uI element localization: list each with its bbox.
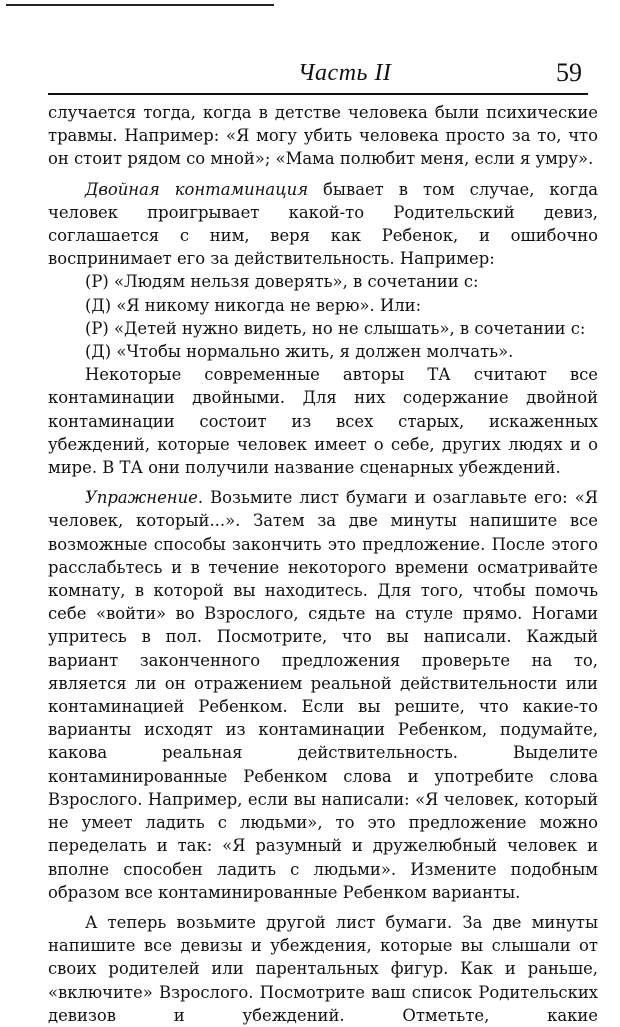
paragraph-3 (48, 363, 598, 479)
paragraph-1-text: случается тогда, когда в детстве человека были психические травмы. Например: «Я могу убить человека просто за то, что он стоит рядом со мной»; «Мама полюбит меня, если я умру». (48, 103, 598, 169)
dialog-line-1: (Р) «Людям нельзя доверять», в сочетании с: (85, 272, 479, 292)
page-number: 59 (556, 58, 582, 87)
header-rule (48, 93, 588, 95)
paragraph-3-text: Некоторые современные авторы ТА считают все контаминации двойными. Для них содержание двойной контаминации состоит из всех старых, искаженных убеждений, которые человек имеет о себе, других людях и о мире. В ТА они получили название сценарных убеждений. (48, 365, 598, 478)
paragraph-1 (48, 101, 598, 171)
term-double-contamination: Двойная контаминация (85, 179, 309, 199)
paragraph-2-text: бывает в том случае, когда человек проигрывает какой-то Родительский девиз, соглашается с ним, веря как Ребенок, и ошибочно воспринимает его за действительность. Например: (48, 179, 598, 269)
running-title: Часть II (298, 60, 392, 86)
dialog-line-4: (Д) «Чтобы нормально жить, я должен молчать». (85, 342, 514, 362)
paragraph-5 (48, 911, 598, 1027)
dialog-line-2: (Д) «Я никому никогда не верю». Или: (85, 295, 422, 315)
paragraph-2 (48, 178, 598, 271)
paragraph-4-text: Возьмите лист бумаги и озаглавьте его: «Я человек, который...». Затем за две минуты напишите все возможные способы закончить это предложение. После этого расслабьтесь и в течение некоторого времени осматривайте комнату, в которой вы находитесь. Для того, чтобы помочь себе «войти» во Взрослого, сядьте на стуле прямо. Ногами упритесь в пол. Посмотрите, что вы написали. Каждый вариант законченного предложения проверьте на то, является ли он отражением реальной действительности или контаминацией Ребенком. Если вы решите, что какие-то варианты исходят из контаминации Ребенком, подумайте, какова реальная действительность. Выделите контаминированные Ребенком слова и употребите слова Взрослого. Например, если вы написали: «Я человек, который не умеет ладить с людьми», то это предложение можно переделать и так: «Я разумный и дружелюбный человек и вполне способен ладить с людьми». Измените подобным образом все контаминированные Ребенком варианты. (48, 488, 598, 902)
term-exercise: Упражнение. (85, 488, 204, 508)
paragraph-4 (48, 486, 598, 904)
running-header (48, 54, 586, 94)
top-edge-rule (6, 4, 274, 6)
page-body (48, 101, 598, 1027)
paragraph-5-text: А теперь возьмите другой лист бумаги. За две минуты напишите все девизы и убеждения, которые вы слышали от своих родителей или парентальных фигур. Как и раньше, «включите» Взрослого. Посмотрите ваш список Родительских девизов и убеждений. Отметьте, какие (48, 912, 598, 1025)
dialog-line-3: (Р) «Детей нужно видеть, но не слышать», в сочетании с: (85, 318, 586, 338)
